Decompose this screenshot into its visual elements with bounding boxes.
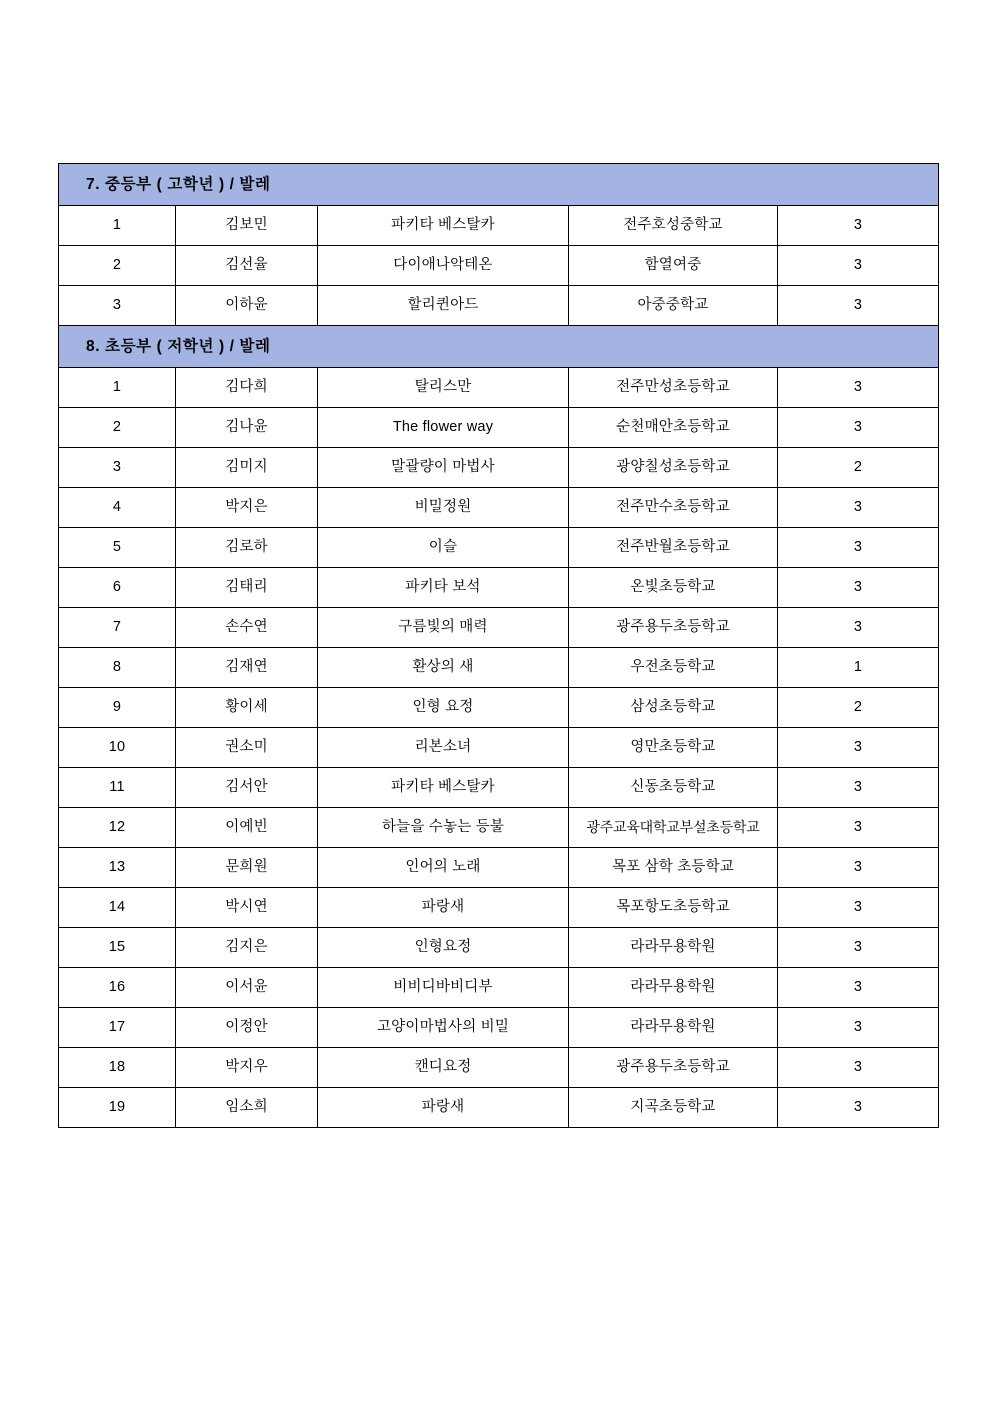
school-name-cell: 목포 삼학 초등학교 xyxy=(569,848,778,888)
work-title-cell: 인어의 노래 xyxy=(318,848,569,888)
school-name-cell: 라라무용학원 xyxy=(569,1008,778,1048)
participant-name-cell: 손수연 xyxy=(176,608,318,648)
table-row xyxy=(59,888,939,928)
table-row xyxy=(59,928,939,968)
table-row xyxy=(59,648,939,688)
grade-cell: 2 xyxy=(778,688,939,728)
participant-name-cell: 김미지 xyxy=(176,448,318,488)
school-name-cell: 광양칠성초등학교 xyxy=(569,448,778,488)
school-name-cell: 영만초등학교 xyxy=(569,728,778,768)
grade-cell: 3 xyxy=(778,408,939,448)
grade-cell: 3 xyxy=(778,568,939,608)
entry-number-cell: 10 xyxy=(59,728,176,768)
work-title-cell: 이슬 xyxy=(318,528,569,568)
entry-number-cell: 6 xyxy=(59,568,176,608)
entry-number-cell: 4 xyxy=(59,488,176,528)
table-row xyxy=(59,768,939,808)
entry-number-cell: 8 xyxy=(59,648,176,688)
work-title-cell: 비비디바비디부 xyxy=(318,968,569,1008)
participant-name-cell: 박지은 xyxy=(176,488,318,528)
table-row xyxy=(59,1008,939,1048)
work-title-cell: 말괄량이 마법사 xyxy=(318,448,569,488)
table-row xyxy=(59,968,939,1008)
school-name-cell: 광주용두초등학교 xyxy=(569,1048,778,1088)
work-title-cell: 할리퀸아드 xyxy=(318,286,569,326)
table-row xyxy=(59,488,939,528)
school-name-cell: 광주교육대학교부설초등학교 xyxy=(569,808,778,848)
table-row xyxy=(59,286,939,326)
section-header-title: 7. 중등부 ( 고학년 ) / 발레 xyxy=(59,164,939,206)
table-row xyxy=(59,528,939,568)
entry-number-cell: 5 xyxy=(59,528,176,568)
entry-number-cell: 9 xyxy=(59,688,176,728)
section-header-row xyxy=(59,326,939,368)
grade-cell: 3 xyxy=(778,1008,939,1048)
work-title-cell: 하늘을 수놓는 등불 xyxy=(318,808,569,848)
table-row xyxy=(59,206,939,246)
entry-number-cell: 1 xyxy=(59,368,176,408)
participant-name-cell: 김로하 xyxy=(176,528,318,568)
school-name-cell: 광주용두초등학교 xyxy=(569,608,778,648)
grade-cell: 3 xyxy=(778,286,939,326)
grade-cell: 3 xyxy=(778,246,939,286)
work-title-cell: 파랑새 xyxy=(318,1088,569,1128)
table-row xyxy=(59,688,939,728)
grade-cell: 3 xyxy=(778,1048,939,1088)
work-title-cell: The flower way xyxy=(318,408,569,448)
grade-cell: 3 xyxy=(778,608,939,648)
school-name-cell: 온빛초등학교 xyxy=(569,568,778,608)
entry-number-cell: 1 xyxy=(59,206,176,246)
entry-number-cell: 2 xyxy=(59,246,176,286)
work-title-cell: 비밀정원 xyxy=(318,488,569,528)
entry-number-cell: 18 xyxy=(59,1048,176,1088)
grade-cell: 3 xyxy=(778,928,939,968)
school-name-cell: 전주호성중학교 xyxy=(569,206,778,246)
table-row xyxy=(59,368,939,408)
grade-cell: 3 xyxy=(778,768,939,808)
school-name-cell: 라라무용학원 xyxy=(569,968,778,1008)
entry-number-cell: 12 xyxy=(59,808,176,848)
table-row xyxy=(59,728,939,768)
work-title-cell: 탈리스만 xyxy=(318,368,569,408)
table-row xyxy=(59,246,939,286)
participant-name-cell: 임소희 xyxy=(176,1088,318,1128)
work-title-cell: 파랑새 xyxy=(318,888,569,928)
entry-number-cell: 17 xyxy=(59,1008,176,1048)
work-title-cell: 파키타 베스탈카 xyxy=(318,206,569,246)
grade-cell: 3 xyxy=(778,488,939,528)
work-title-cell: 구름빛의 매력 xyxy=(318,608,569,648)
school-name-cell: 우전초등학교 xyxy=(569,648,778,688)
school-name-cell: 신동초등학교 xyxy=(569,768,778,808)
grade-cell: 2 xyxy=(778,448,939,488)
entry-number-cell: 7 xyxy=(59,608,176,648)
participant-name-cell: 박지우 xyxy=(176,1048,318,1088)
table-row xyxy=(59,448,939,488)
participant-name-cell: 박시연 xyxy=(176,888,318,928)
grade-cell: 3 xyxy=(778,528,939,568)
entry-number-cell: 16 xyxy=(59,968,176,1008)
entry-table-body xyxy=(59,164,939,1128)
entry-number-cell: 3 xyxy=(59,286,176,326)
participant-name-cell: 김지은 xyxy=(176,928,318,968)
school-name-cell: 전주반월초등학교 xyxy=(569,528,778,568)
entry-table xyxy=(58,163,939,1128)
grade-cell: 3 xyxy=(778,728,939,768)
work-title-cell: 파키타 베스탈카 xyxy=(318,768,569,808)
participant-name-cell: 김다희 xyxy=(176,368,318,408)
entry-number-cell: 15 xyxy=(59,928,176,968)
section-header-title: 8. 초등부 ( 저학년 ) / 발레 xyxy=(59,326,939,368)
school-name-cell: 목포항도초등학교 xyxy=(569,888,778,928)
grade-cell: 3 xyxy=(778,848,939,888)
school-name-cell: 라라무용학원 xyxy=(569,928,778,968)
grade-cell: 3 xyxy=(778,968,939,1008)
table-row xyxy=(59,608,939,648)
participant-name-cell: 이하윤 xyxy=(176,286,318,326)
participant-name-cell: 김선율 xyxy=(176,246,318,286)
participant-name-cell: 이예빈 xyxy=(176,808,318,848)
work-title-cell: 다이애나악테온 xyxy=(318,246,569,286)
work-title-cell: 캔디요정 xyxy=(318,1048,569,1088)
school-name-cell: 아중중학교 xyxy=(569,286,778,326)
entry-number-cell: 19 xyxy=(59,1088,176,1128)
school-name-cell: 삼성초등학교 xyxy=(569,688,778,728)
table-row xyxy=(59,408,939,448)
entry-number-cell: 13 xyxy=(59,848,176,888)
entry-number-cell: 3 xyxy=(59,448,176,488)
participant-name-cell: 권소미 xyxy=(176,728,318,768)
grade-cell: 3 xyxy=(778,808,939,848)
entry-table-container xyxy=(58,163,938,1128)
work-title-cell: 환상의 새 xyxy=(318,648,569,688)
participant-name-cell: 이정안 xyxy=(176,1008,318,1048)
section-header-row xyxy=(59,164,939,206)
participant-name-cell: 김재연 xyxy=(176,648,318,688)
entry-number-cell: 2 xyxy=(59,408,176,448)
grade-cell: 3 xyxy=(778,888,939,928)
participant-name-cell: 황이세 xyxy=(176,688,318,728)
participant-name-cell: 문희원 xyxy=(176,848,318,888)
school-name-cell: 순천매안초등학교 xyxy=(569,408,778,448)
work-title-cell: 파키타 보석 xyxy=(318,568,569,608)
grade-cell: 1 xyxy=(778,648,939,688)
participant-name-cell: 김보민 xyxy=(176,206,318,246)
work-title-cell: 고양이마법사의 비밀 xyxy=(318,1008,569,1048)
table-row xyxy=(59,808,939,848)
participant-name-cell: 이서윤 xyxy=(176,968,318,1008)
entry-number-cell: 11 xyxy=(59,768,176,808)
grade-cell: 3 xyxy=(778,368,939,408)
table-row xyxy=(59,1088,939,1128)
school-name-cell: 함열여중 xyxy=(569,246,778,286)
school-name-cell: 전주만성초등학교 xyxy=(569,368,778,408)
work-title-cell: 인형 요정 xyxy=(318,688,569,728)
school-name-cell: 지곡초등학교 xyxy=(569,1088,778,1128)
participant-name-cell: 김태리 xyxy=(176,568,318,608)
table-row xyxy=(59,1048,939,1088)
table-row xyxy=(59,568,939,608)
grade-cell: 3 xyxy=(778,206,939,246)
entry-number-cell: 14 xyxy=(59,888,176,928)
grade-cell: 3 xyxy=(778,1088,939,1128)
participant-name-cell: 김서안 xyxy=(176,768,318,808)
participant-name-cell: 김나윤 xyxy=(176,408,318,448)
work-title-cell: 인형요정 xyxy=(318,928,569,968)
work-title-cell: 리본소녀 xyxy=(318,728,569,768)
table-row xyxy=(59,848,939,888)
school-name-cell: 전주만수초등학교 xyxy=(569,488,778,528)
